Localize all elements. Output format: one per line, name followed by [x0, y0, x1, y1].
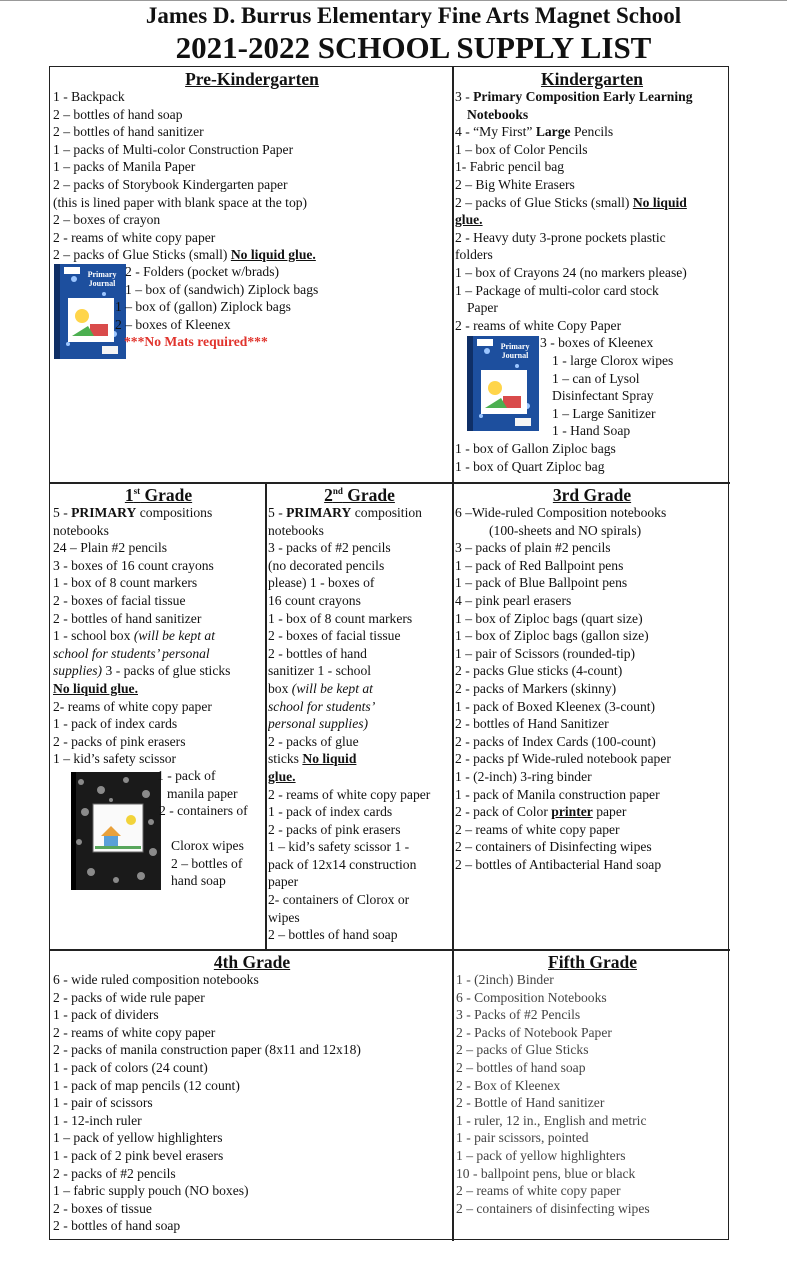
grade2-item: notebooks: [268, 522, 324, 538]
grade1-item: 2- reams of white copy paper: [53, 698, 212, 714]
kinder-side-item: 1 – Large Sanitizer: [552, 405, 656, 421]
grade4-item: 1 - 12-inch ruler: [53, 1112, 142, 1128]
school-name: James D. Burrus Elementary Fine Arts Magnet School: [145, 3, 682, 28]
grade5-item: 2 – bottles of hand soap: [456, 1059, 586, 1075]
grade5-item: 2 - Packs of Notebook Paper: [456, 1024, 612, 1040]
grade1-no-liquid-glue: No liquid glue.: [53, 680, 138, 696]
grade3-item: 2 - packs of Markers (skinny): [455, 680, 617, 696]
grade1-l1-bold: PRIMARY: [71, 505, 137, 520]
grade1-side-list: [157, 767, 248, 890]
grade3-item: 4 – pink pearl erasers: [455, 592, 572, 608]
grade2-item: paper: [268, 874, 299, 890]
kinder-item2-post: Pencils: [570, 124, 614, 140]
grade1-box-italic1: (will be kept at: [133, 628, 215, 644]
grade1-item: 1 - pack of index cards: [53, 716, 178, 732]
kinder-no-liquid: No liquid: [632, 194, 687, 210]
grade3-list-b: [455, 821, 729, 874]
grade2-italic-a: (will be kept at: [291, 680, 373, 696]
grade3-item: 1 – pair of Scissors (rounded-tip): [455, 645, 636, 661]
prek-item: 2 – boxes of crayon: [53, 212, 161, 228]
grade3-item: (100-sheets and NO spirals): [489, 522, 642, 538]
divider-vertical-main: [452, 67, 454, 1241]
prek-item: 2 – bottles of hand sanitizer: [53, 124, 204, 140]
kinder-glue-note: glue.: [455, 212, 483, 228]
grade1-box-post: 3 - packs of glue sticks: [102, 663, 231, 679]
kinder-item: 1 - box of Quart Ziploc bag: [455, 458, 605, 474]
kinder-side-item: 1 - large Clorox wipes: [552, 352, 674, 368]
grade1-heading-sup: st: [133, 486, 141, 497]
grade4-item: 6 - wide ruled composition notebooks: [53, 972, 259, 987]
kinder-item: [455, 194, 729, 212]
grade4-item: 1 - pair of scissors: [53, 1095, 153, 1111]
grade3-item: 2 – bottles of Antibacterial Hand soap: [455, 856, 662, 872]
grade1-heading: [53, 484, 264, 506]
grade5-item: 3 - Packs of #2 Pencils: [456, 1007, 581, 1023]
grade1-lower: [53, 768, 264, 896]
grade2-glue-pre: sticks: [268, 751, 303, 767]
grade2-item: personal supplies): [268, 716, 369, 732]
kinder-side-item: 1 – can of Lysol: [552, 370, 640, 386]
grade2-item: pack of 12x14 construction: [268, 856, 417, 872]
grade1-side-item: 2 – bottles of: [171, 855, 243, 871]
kinder-item: 2 - Heavy duty 3-prone pockets plastic: [455, 229, 666, 245]
grade4-list: [53, 971, 451, 1235]
grade5-item: 2 – packs of Glue Sticks: [456, 1042, 589, 1058]
grade2-item: 1 - box of 8 count markers: [268, 610, 413, 626]
prek-item: 2 - reams of white copy paper: [53, 229, 216, 245]
grade3-cell: [455, 484, 729, 948]
grade3-item: 2 – containers of Disinfecting wipes: [455, 839, 652, 855]
kinder-side-item: 3 - boxes of Kleenex: [540, 335, 654, 351]
grade1-heading-rest: Grade: [140, 485, 193, 505]
composition-notebook-image: [71, 772, 161, 890]
grade5-heading: Fifth Grade: [548, 952, 637, 972]
grade4-item: 2 - packs of #2 pencils: [53, 1165, 176, 1181]
grade2-item: 2 - boxes of facial tissue: [268, 628, 401, 644]
grade1-box-pre: 1 - school box: [53, 628, 134, 644]
supply-table: [49, 66, 729, 1240]
grade2-item: please) 1 - boxes of: [268, 575, 375, 591]
kinder-side-list: [540, 334, 673, 440]
top-rule: [0, 0, 787, 1]
prek-side-list: [115, 263, 319, 351]
grade1-cell: [53, 484, 264, 948]
grade2-item: 2 - reams of white copy paper: [268, 786, 431, 802]
grade5-item: 1 - pair scissors, pointed: [456, 1130, 589, 1146]
grade5-item: 6 - Composition Notebooks: [456, 989, 607, 1005]
grade3-color-pre: 2 - pack of Color: [455, 804, 552, 820]
divider-vertical-grade12: [265, 482, 267, 949]
grade2-l1-qty: 5 -: [268, 505, 287, 520]
grade3-item: 2 - packs pf Wide-ruled notebook paper: [455, 751, 671, 767]
grade4-item: 2 - packs of wide rule paper: [53, 989, 205, 1005]
prek-item: 2 – bottles of hand soap: [53, 106, 183, 122]
kinder-item: 1 – box of Color Pencils: [455, 141, 588, 157]
grade3-item: 1 – box of Ziploc bags (gallon size): [455, 628, 649, 644]
grade3-item: 2 – reams of white copy paper: [455, 821, 620, 837]
grade2-item: [268, 504, 451, 522]
grade2-item: (no decorated pencils: [268, 557, 385, 573]
grade2-item: [268, 750, 451, 768]
grade3-item: 1 – pack of Blue Ballpoint pens: [455, 575, 628, 591]
grade3-item: 3 – packs of plain #2 pencils: [455, 540, 611, 556]
kinder-item: 1- Fabric pencil bag: [455, 159, 565, 175]
grade2-glue-note: glue.: [268, 768, 296, 784]
grade1-side-item: 2 - containers of: [159, 803, 248, 819]
grade2-item: 2 - bottles of hand: [268, 645, 367, 661]
prek-lower: [53, 264, 451, 364]
kinder-cell: [455, 68, 729, 480]
grade2-item: 1 – kid’s safety scissor 1 -: [268, 839, 410, 855]
grade3-item: 6 –Wide-ruled Composition notebooks: [455, 505, 667, 520]
grade4-item: 2 - boxes of tissue: [53, 1200, 152, 1216]
grade2-item: 3 - packs of #2 pencils: [268, 540, 391, 556]
grade2-heading-sup: nd: [332, 486, 343, 497]
grade3-item: 1 - pack of Manila construction paper: [455, 786, 660, 802]
grade2-no-liquid: No liquid: [302, 751, 357, 767]
grade4-item: 2 - reams of white copy paper: [53, 1024, 216, 1040]
grade3-color-post: paper: [592, 804, 627, 820]
grade3-heading: 3rd Grade: [552, 485, 632, 505]
grade4-item: 2 - packs of manila construction paper (8x11 and 12x18): [53, 1042, 361, 1058]
grade2-cell: [268, 484, 451, 948]
kinder-item: Paper: [467, 300, 498, 316]
grade2-item: sanitizer 1 - school: [268, 663, 372, 679]
grade1-item: 1 - box of 8 count markers: [53, 575, 198, 591]
kinder-item2-bold: Large: [535, 124, 571, 140]
grade4-item: 1 - pack of colors (24 count): [53, 1059, 208, 1075]
grade1-item: 3 - boxes of 16 count crayons: [53, 557, 214, 573]
prek-side-item: 1 – box of (sandwich) Ziplock bags: [125, 281, 319, 297]
primary-journal-image: [467, 336, 539, 431]
grade2-item: 2- containers of Clorox or: [268, 892, 410, 908]
grade3-item: 2 - bottles of Hand Sanitizer: [455, 716, 609, 732]
grade2-item: 2 - packs of pink erasers: [268, 821, 401, 837]
grade3-item: 1 - pack of Boxed Kleenex (3-count): [455, 698, 656, 714]
grade4-item: 1 - pack of 2 pink bevel erasers: [53, 1147, 224, 1163]
kinder-item: 2 – Big White Erasers: [455, 176, 575, 192]
list-title: 2021-2022 SCHOOL SUPPLY LIST: [175, 30, 652, 65]
kinder-item2-pre: 4 - “My First”: [455, 124, 536, 140]
grade1-item: notebooks: [53, 522, 109, 538]
grade4-item: 1 - pack of dividers: [53, 1007, 159, 1023]
kinder-item1-qty: 3 -: [455, 89, 474, 104]
grade5-item: 2 – reams of white copy paper: [456, 1183, 621, 1199]
prek-item: 1 – packs of Multi-color Construction Paper: [53, 141, 294, 157]
grade4-item: 1 – pack of yellow highlighters: [53, 1130, 223, 1146]
grade1-item: [53, 504, 264, 522]
grade5-item: 2 - Bottle of Hand sanitizer: [456, 1095, 605, 1111]
prek-no-mats: ***No Mats required***: [124, 334, 268, 350]
prek-journal-label: Primary Journal: [87, 269, 117, 288]
grade2-item: wipes: [268, 909, 300, 925]
prek-item: 2 – packs of Storybook Kindergarten paper: [53, 176, 288, 192]
prek-item: 1 – packs of Manila Paper: [53, 159, 196, 175]
grade4-cell: [53, 951, 451, 1239]
grade1-item: 2 - bottles of hand sanitizer: [53, 610, 202, 626]
grade1-side-item: 1 - pack of: [157, 767, 216, 783]
prek-cell: [53, 68, 451, 480]
grade1-heading-num: 1: [124, 485, 134, 505]
prek-glue-text: 2 – packs of Glue Sticks (small): [53, 247, 228, 263]
kinder-heading: Kindergarten: [540, 69, 644, 89]
kinder-item: folders: [455, 247, 493, 263]
kinder-item: [455, 88, 729, 106]
kinder-item: [455, 123, 729, 141]
grade3-list: [455, 504, 729, 803]
grade1-side-item: manila paper: [167, 785, 238, 801]
grade3-item: 2 - packs of Index Cards (100-count): [455, 733, 656, 749]
grade5-item: 2 - Box of Kleenex: [456, 1077, 561, 1093]
grade2-item: 1 - pack of index cards: [268, 804, 393, 820]
grade2-box-pre: box: [268, 680, 292, 696]
grade1-item: school for students’ personal: [53, 645, 210, 661]
grade2-heading: [268, 484, 451, 506]
prek-item: 1 - Backpack: [53, 89, 125, 104]
grade3-item: 1 – box of Ziploc bags (quart size): [455, 610, 643, 626]
grade2-l1-bold: PRIMARY: [286, 505, 352, 520]
prek-heading: Pre-Kindergarten: [185, 69, 319, 89]
grade3-item: 2 - packs Glue sticks (4-count): [455, 663, 623, 679]
grade2-item: school for students’: [268, 698, 376, 714]
kinder-item: 1 - box of Gallon Ziploc bags: [455, 441, 616, 457]
grade4-heading: 4th Grade: [213, 952, 291, 972]
grade3-item: 1 – pack of Red Ballpoint pens: [455, 557, 624, 573]
grade5-item: 2 – containers of disinfecting wipes: [456, 1200, 650, 1216]
prek-side-item: 2 - Folders (pocket w/brads): [125, 263, 280, 279]
grade5-cell: [456, 951, 729, 1239]
grade1-side-item: hand soap: [171, 873, 226, 889]
grade3-color-printer: printer: [551, 804, 593, 820]
grade5-item: 1 – pack of yellow highlighters: [456, 1147, 626, 1163]
kinder-lower: [455, 334, 729, 440]
grade3-item: [455, 803, 729, 821]
grade1-side-item: Clorox wipes: [171, 838, 244, 854]
kinder-journal-label: Primary Journal: [500, 342, 530, 361]
prek-side-item: 1 – box of (gallon) Ziplock bags: [115, 299, 291, 315]
grade4-item: 1 – fabric supply pouch (NO boxes): [53, 1183, 249, 1199]
kinder-side-item: Disinfectant Spray: [552, 388, 654, 404]
kinder-item1-cont: Notebooks: [467, 106, 529, 122]
kinder-side-item: 1 - Hand Soap: [552, 423, 631, 439]
prek-side-item: 2 – boxes of Kleenex: [115, 316, 231, 332]
grade2-l1-rest: composition: [351, 505, 422, 520]
prek-item: (this is lined paper with blank space at the top): [53, 194, 308, 210]
grade5-list: [456, 971, 729, 1217]
grade2-item: [268, 680, 451, 698]
kinder-glue-text: 2 – packs of Glue Sticks (small): [455, 194, 633, 210]
kinder-item: 2 - reams of white Copy Paper: [455, 317, 622, 333]
grade3-item: 1 - (2-inch) 3-ring binder: [455, 768, 592, 784]
grade1-item: [53, 627, 264, 645]
prek-no-liquid-glue: No liquid glue.: [230, 247, 316, 263]
grade2-heading-num: 2: [324, 485, 333, 505]
grade5-item: 10 - ballpoint pens, blue or black: [456, 1165, 636, 1181]
grade5-item: 1 - ruler, 12 in., English and metric: [456, 1112, 647, 1128]
grade2-item: 2 - packs of glue: [268, 733, 359, 749]
grade1-l1-rest: compositions: [136, 505, 213, 520]
prek-list: [53, 88, 451, 246]
grade4-item: 2 - bottles of hand soap: [53, 1218, 181, 1234]
grade1-l1-qty: 5 -: [53, 505, 72, 520]
grade2-item: 16 count crayons: [268, 592, 361, 608]
kinder-item1-bold: Primary Composition Early Learning: [473, 89, 693, 104]
grade1-item: 24 – Plain #2 pencils: [53, 540, 168, 556]
grade4-item: 1 - pack of map pencils (12 count): [53, 1077, 240, 1093]
prek-glue-line: [53, 246, 451, 264]
grade1-item: 2 - boxes of facial tissue: [53, 592, 186, 608]
grade5-item: 1 - (2inch) Binder: [456, 972, 554, 987]
grade1-side-item: [157, 820, 248, 838]
grade1-item: [53, 662, 264, 680]
grade1-item: 1 – kid’s safety scissor: [53, 751, 177, 767]
kinder-item: 1 – box of Crayons 24 (no markers please): [455, 264, 687, 280]
grade2-heading-rest: Grade: [342, 485, 395, 505]
kinder-item: 1 – Package of multi-color card stock: [455, 282, 659, 298]
grade2-item: 2 – bottles of hand soap: [268, 927, 398, 943]
grade1-item: 2 - packs of pink erasers: [53, 733, 186, 749]
grade1-box-italic3: supplies): [53, 663, 103, 679]
